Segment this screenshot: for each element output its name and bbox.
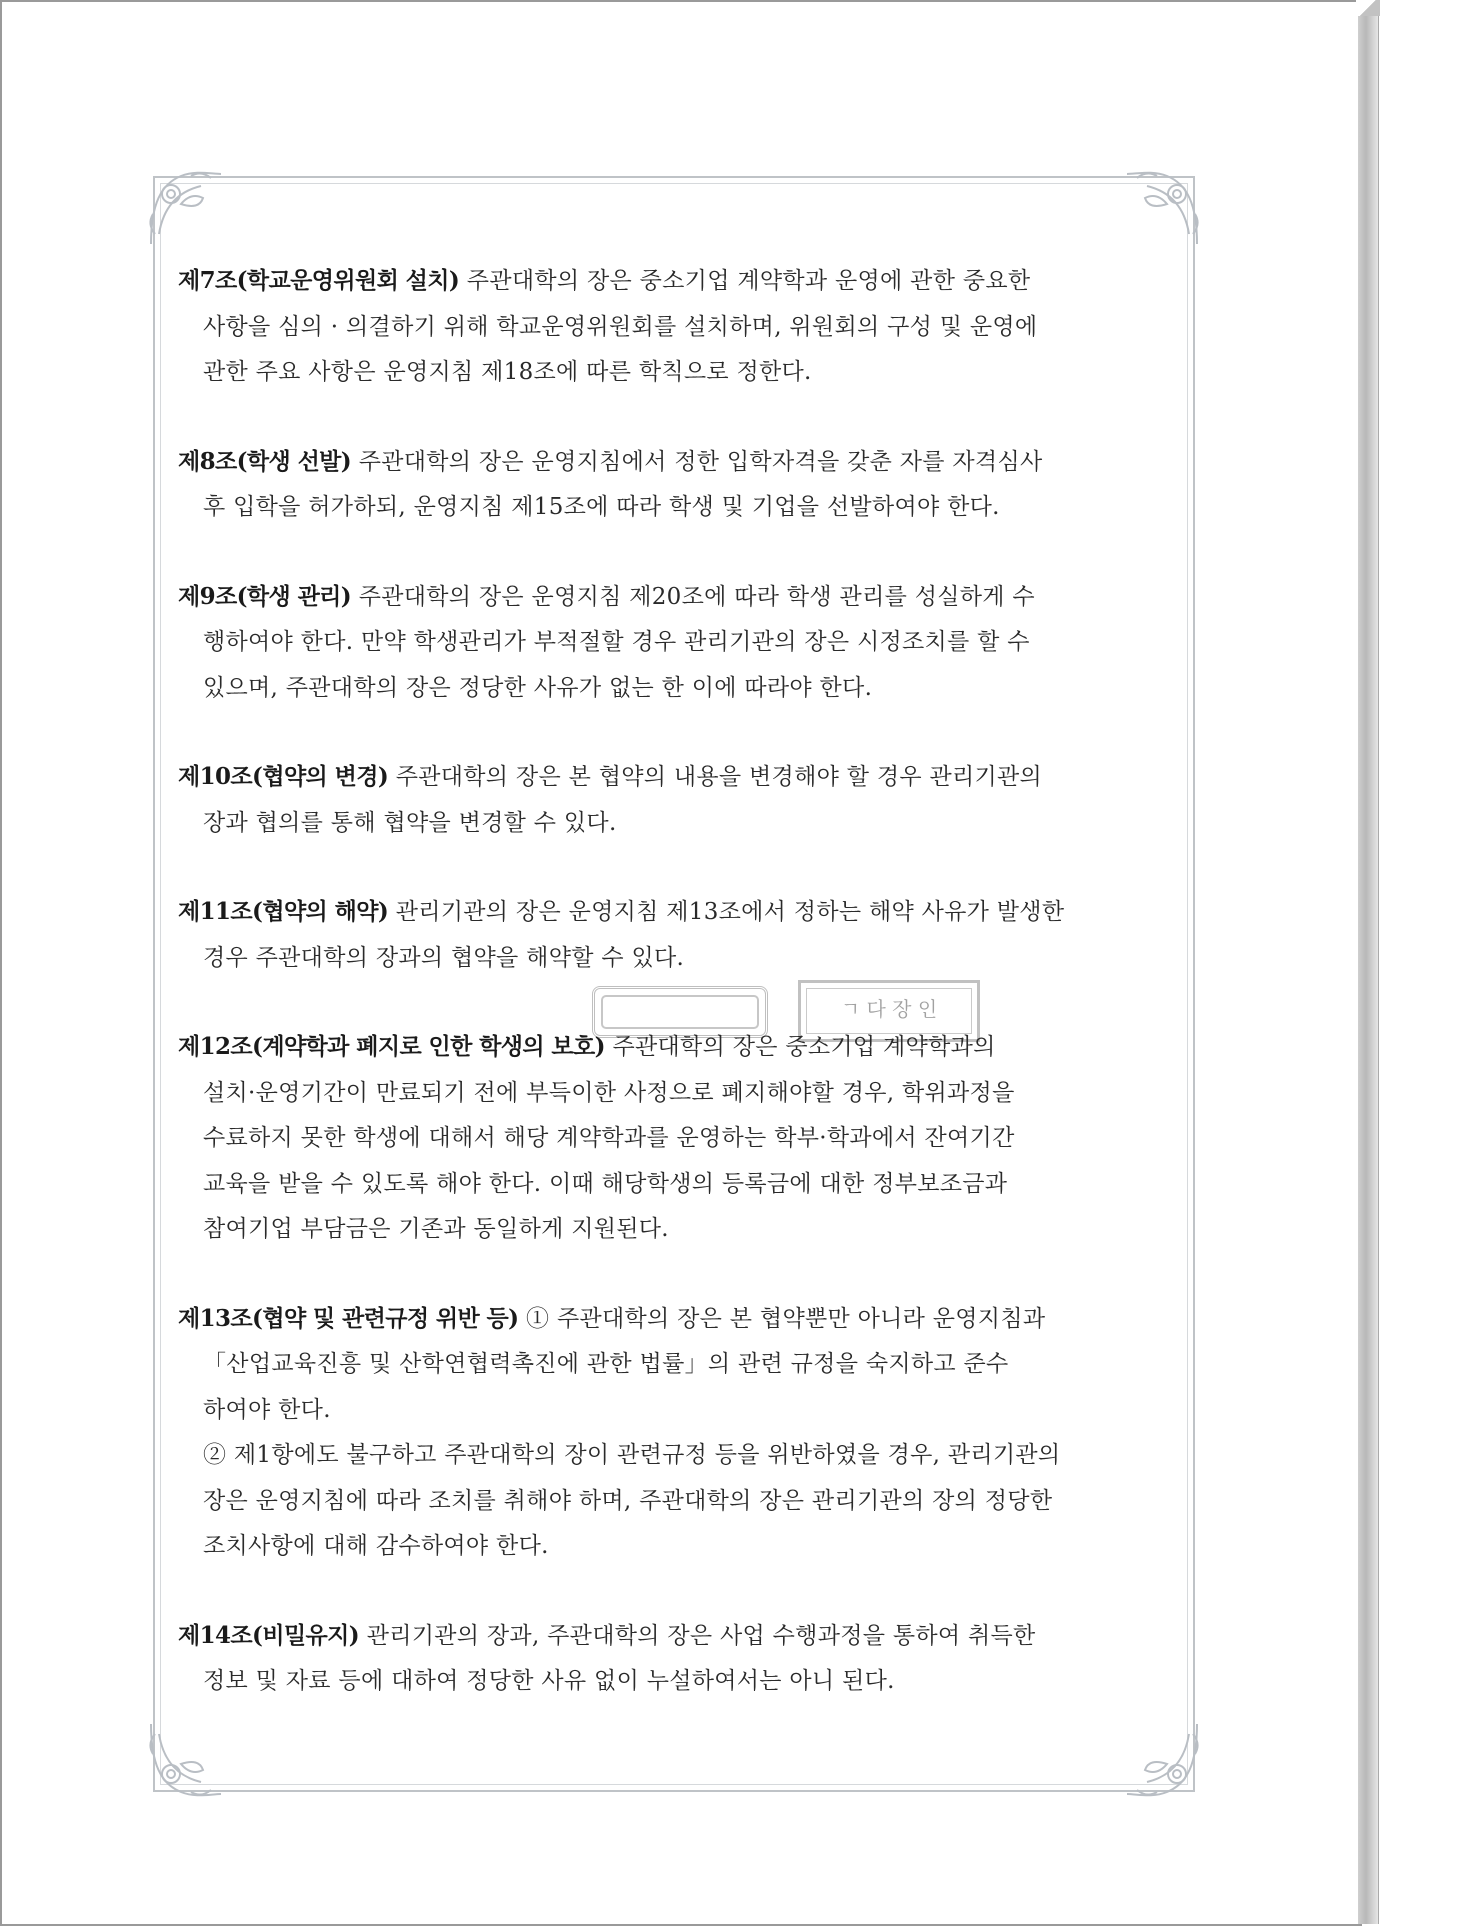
article-text: ② 제1항에도 불구하고 주관대학의 장이 관련규정 등을 위반하였을 경우, 관리기관의 — [203, 1442, 1061, 1468]
corner-ornament-icon — [1121, 164, 1207, 250]
article-text: 「산업교육진흥 및 산학연협력촉진에 관한 법률」의 관련 규정을 숙지하고 준수 — [203, 1351, 1009, 1377]
article-text: 후 입학을 허가하되, 운영지침 제15조에 따라 학생 및 기업을 선발하여야 한다. — [203, 494, 1000, 520]
article-text: 하여야 한다. — [203, 1396, 331, 1423]
article-text: 관리기관의 장은 운영지침 제13조에서 정하는 해약 사유가 발생한 — [388, 899, 1065, 925]
article-title: 제14조(비밀유지) — [178, 1621, 360, 1649]
article-text: 관리기관의 장과, 주관대학의 장은 사업 수행과정을 통하여 취득한 — [359, 1622, 1036, 1649]
article-text: 장은 운영지침에 따라 조치를 취해야 하며, 주관대학의 장은 관리기관의 장의 정당한 — [203, 1487, 1053, 1514]
article-text: 주관대학의 장은 중소기업 계약학과의 — [604, 1034, 996, 1060]
article-14 — [178, 1613, 1178, 1705]
article-text: 주관대학의 장은 운영지침에서 정한 입학자격을 갖춘 자를 자격심사 — [351, 448, 1043, 475]
article-title: 제8조(학생 선발) — [178, 447, 352, 475]
page-edge-shadow — [1358, 14, 1379, 1924]
article-title: 제10조(협약의 변경) — [178, 763, 389, 790]
article-text: ① 주관대학의 장은 본 협약뿐만 아니라 운영지침과 — [518, 1305, 1046, 1332]
article-text: 주관대학의 장은 중소기업 계약학과 운영에 관한 중요한 — [459, 268, 1031, 294]
article-text: 있으며, 주관대학의 장은 정당한 사유가 없는 한 이에 따라야 한다. — [203, 674, 873, 701]
article-text: 장과 협의를 통해 협약을 변경할 수 있다. — [203, 809, 617, 836]
article-9 — [178, 574, 1178, 712]
article-text: 교육을 받을 수 있도록 해야 한다. 이때 해당학생의 등록금에 대한 정부보조금과 — [203, 1170, 1008, 1197]
page-corner-fold — [1356, 0, 1380, 16]
article-text: 사항을 심의 · 의결하기 위해 학교운영위원회를 설치하며, 위원회의 구성 및 운영에 — [203, 313, 1038, 340]
article-title: 제11조(협약의 해약) — [178, 898, 389, 925]
article-title: 제9조(학생 관리) — [178, 582, 352, 610]
article-7 — [178, 258, 1178, 396]
agreement-body — [178, 258, 1178, 1748]
article-11 — [178, 889, 1178, 981]
article-title: 제13조(협약 및 관련규정 위반 등) — [178, 1304, 519, 1332]
article-text: 경우 주관대학의 장과의 협약을 해약할 수 있다. — [203, 944, 685, 971]
article-text: 조치사항에 대해 감수하여야 한다. — [203, 1533, 549, 1559]
article-8 — [178, 439, 1178, 531]
article-text: 참여기업 부담금은 기존과 동일하게 지원된다. — [203, 1216, 669, 1242]
article-text: 관한 주요 사항은 운영지침 제18조에 따른 학칙으로 정한다. — [203, 359, 812, 385]
seal-stamp-right: ㄱ 다 장 인 — [798, 980, 980, 1042]
article-title: 제7조(학교운영위원회 설치) — [178, 267, 460, 294]
article-text: 설치·운영기간이 만료되기 전에 부득이한 사정으로 폐지해야할 경우, 학위과정을 — [203, 1079, 1015, 1106]
article-text: 행하여야 한다. 만약 학생관리가 부적절할 경우 관리기관의 장은 시정조치를 할 수 — [203, 629, 1030, 655]
article-text: 정보 및 자료 등에 대하여 정당한 사유 없이 누설하여서는 아니 된다. — [203, 1668, 895, 1694]
article-text: 주관대학의 장은 본 협약의 내용을 변경해야 할 경우 관리기관의 — [388, 764, 1043, 790]
article-text: 주관대학의 장은 운영지침 제20조에 따라 학생 관리를 성실하게 수 — [351, 583, 1035, 610]
article-title: 제12조(계약학과 폐지로 인한 학생의 보호) — [178, 1033, 605, 1060]
article-12 — [178, 1024, 1178, 1253]
corner-ornament-icon — [141, 164, 227, 250]
article-10 — [178, 754, 1178, 846]
article-text: 수료하지 못한 학생에 대해서 해당 계약학과를 운영하는 학부·학과에서 잔여기간 — [203, 1125, 1015, 1151]
article-13 — [178, 1296, 1178, 1570]
